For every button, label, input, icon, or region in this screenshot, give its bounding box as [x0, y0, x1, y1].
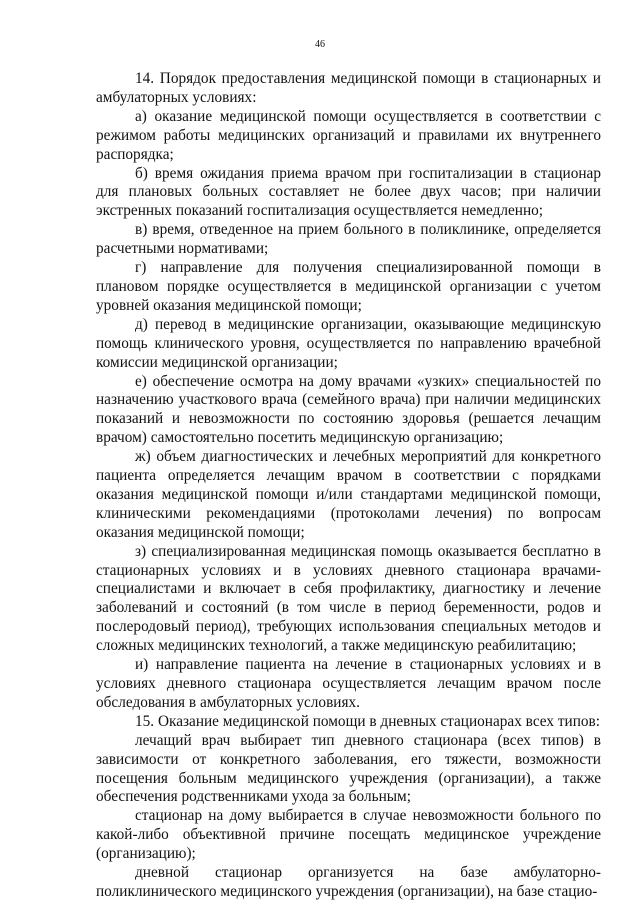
- document-body: [96, 70, 601, 902]
- home-hospital-paragraph: стационар на дому выбирается в случае невозможности больного по какой-либо объективной причине посещать медицинское учреждение (организацию);: [96, 807, 601, 863]
- day-hospital-organization-paragraph: дневной стационар организуется на базе амбулаторно-поликлинического медицинского учреждения (организации), на базе стацио-: [96, 864, 601, 900]
- item-i-paragraph: и) направление пациента на лечение в стационарных условиях и в условиях дневного стационара осуществляется лечащим врачом после обследования в амбулаторных условиях.: [96, 656, 601, 711]
- item-a-paragraph: а) оказание медицинской помощи осуществляется в соответствии с режимом работы медицинских организаций и правилами их внутреннего распорядка;: [96, 107, 601, 163]
- item-zh-paragraph: ж) объем диагностических и лечебных мероприятий для конкретного пациента определяется лечащим врачом в соответствии с порядками оказания медицинской помощи и/или стандартами медицинской помощи, клиническими рекомендациями (протоколами лечения) по вопросам оказания медицинской помощи;: [96, 448, 601, 541]
- item-z-paragraph: з) специализированная медицинская помощь оказывается бесплатно в стационарных условиях и в условиях дневного стационара врачами-специалистами и включает в себя профилактику, диагностику и лечение заболеваний и состояний (в том числе в период беременности, родов и послеродовый период), требующих использования специальных методов и сложных медицинских технологий, а также медицинскую реабилитацию;: [96, 542, 601, 655]
- item-e-paragraph: е) обеспечение осмотра на дому врачами «узких» специальностей по назначению участкового врача (семейного врача) при наличии медицинских показаний и невозможности по состоянию здоровья (решается лечащим врачом) самостоятельно посетить медицинскую организацию;: [96, 372, 601, 447]
- page-number: 46: [315, 39, 325, 50]
- item-g-paragraph: г) направление для получения специализированной помощи в плановом порядке осуществляется в медицинской организации с учетом уровней оказания медицинской помощи;: [96, 259, 601, 314]
- day-hospital-choice-paragraph: лечащий врач выбирает тип дневного стационара (всех типов) в зависимости от конкретного заболевания, его тяжести, возможности посещения больным медицинского учреждения (организации), а также обеспечения родственниками ухода за больным;: [96, 731, 601, 806]
- section-15-heading: 15. Оказание медицинской помощи в дневных стационарах всех типов:: [135, 712, 601, 730]
- section-14-heading: 14. Порядок предоставления медицинской помощи в стационарных и амбулаторных условиях:: [96, 70, 601, 106]
- item-v-paragraph: в) время, отведенное на прием больного в поликлинике, определяется расчетными нормативами;: [96, 221, 601, 258]
- item-d-paragraph: д) перевод в медицинские организации, оказывающие медицинскую помощь клинического уровня, осуществляется по направлению врачебной комиссии медицинской организации;: [96, 315, 601, 371]
- item-b-paragraph: б) время ожидания приема врачом при госпитализации в стационар для плановых больных составляет не более двух часов; при наличии экстренных показаний госпитализация осуществляется немедленно;: [96, 164, 601, 220]
